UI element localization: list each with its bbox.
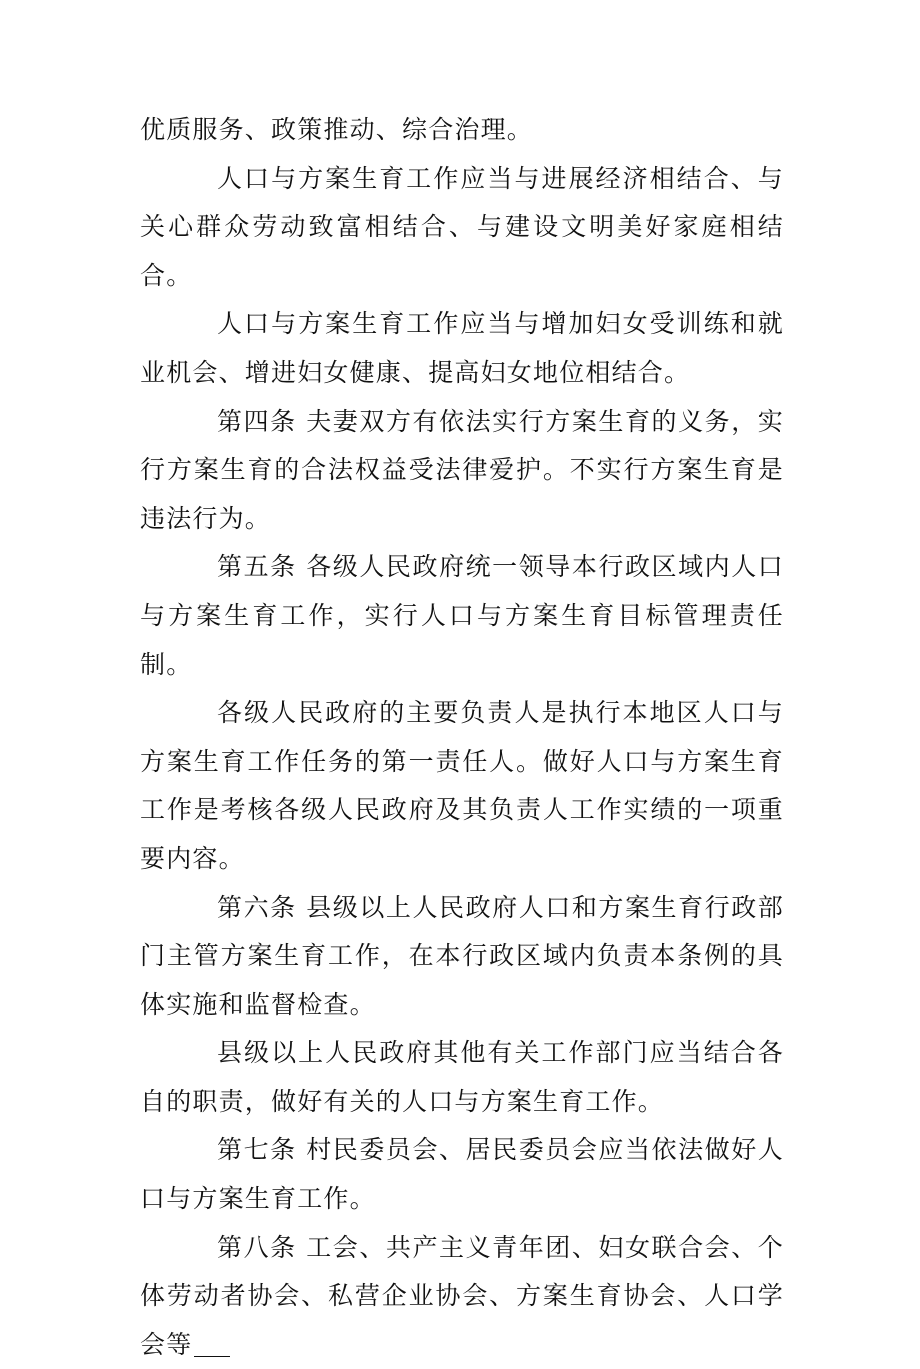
article-4: 第四条 夫妻双方有依法实行方案生育的义务，实行方案生育的合法权益受法律爱护。不实行方案生育是违法行为。 [140,406,784,533]
document-body [140,106,784,1369]
article-6: 第六条 县级以上人民政府人口和方案生育行政部门主管方案生育工作，在本行政区域内负责本条例的具体实施和监督检查。 [140,892,784,1019]
article-8 [140,1224,784,1369]
article-5-paragraph-2: 各级人民政府的主要负责人是执行本地区人口与方案生育工作任务的第一责任人。做好人口与方案生育工作是考核各级人民政府及其负责人工作实绩的一项重要内容。 [140,698,784,873]
article-5: 第五条 各级人民政府统一领导本行政区域内人口与方案生育工作，实行人口与方案生育目标管理责任制。 [140,552,784,679]
article-8-text: 第八条 工会、共产主义青年团、妇女联合会、个体劳动者协会、私营企业协会、方案生育协会、人口学会等 [140,1232,784,1359]
fill-in-blank-line [194,1332,230,1357]
paragraph-1: 优质服务、政策推动、综合治理。 [140,115,534,144]
article-7: 第七条 村民委员会、居民委员会应当依法做好人口与方案生育工作。 [140,1135,784,1214]
article-6-paragraph-2: 县级以上人民政府其他有关工作部门应当结合各自的职责，做好有关的人口与方案生育工作。 [140,1038,784,1116]
paragraph-2: 人口与方案生育工作应当与进展经济相结合、与关心群众劳动致富相结合、与建设文明美好家庭相结合。 [140,163,784,290]
paragraph-3: 人口与方案生育工作应当与增加妇女受训练和就业机会、增进妇女健康、提高妇女地位相结合。 [140,309,784,387]
